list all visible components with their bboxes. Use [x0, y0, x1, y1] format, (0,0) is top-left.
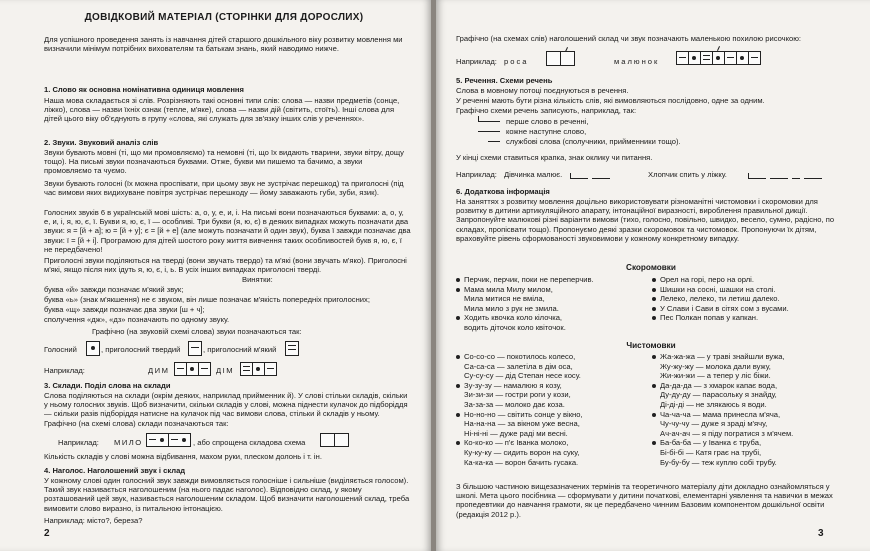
list-item-text: Лелеко, лелеко, ти летиш далеко.: [660, 294, 780, 304]
hard-consonant-symbol: [188, 341, 202, 356]
list-item-text: Пес Полкан попав у капкан.: [660, 313, 759, 323]
list-item: [456, 294, 594, 304]
simplified-syllable-box: [320, 433, 335, 447]
list-item-text: Жа-жа-жа — у траві знайшли вужа,: [660, 352, 785, 361]
page-title: ДОВІДКОВИЙ МАТЕРІАЛ (СТОРІНКИ ДЛЯ ДОРОСЛИХ): [84, 12, 364, 23]
hard-consonant-label: , приголосний твердий: [101, 345, 181, 354]
list-item-text: Бі-бі-бі — Катя грає на трубі,: [660, 447, 762, 457]
bullet-icon: [652, 413, 656, 417]
list-item: [456, 362, 583, 372]
sentence-example-label: Наприклад:: [456, 170, 497, 179]
list-item-text: За-за-за — молоко дає коза.: [464, 399, 565, 409]
list-item: [456, 400, 583, 410]
first-word-scheme-tick: [478, 116, 479, 121]
bullet-icon: [652, 278, 656, 282]
tongue-twisters-right-list: [652, 275, 789, 323]
list-item-text: Ча-ча-ча — мама принесла м'яча,: [660, 409, 781, 419]
list-item: [652, 275, 789, 285]
bullet-icon: [652, 297, 656, 301]
example-word-dim: ДІМ: [216, 366, 235, 375]
list-item: [456, 448, 583, 458]
exception-1: буква «й» завжди позначає м'який звук;: [44, 285, 184, 294]
list-item-text: Зи-зи-зи — гостри роги у кози,: [464, 390, 571, 400]
list-item: [456, 304, 594, 314]
list-item: [456, 381, 583, 391]
exception-4: сполучення «дж», «дз» позначають по одному звуку.: [44, 315, 230, 324]
bullet-icon: [652, 355, 656, 359]
section-5-line-3: Графічно схеми речень записують, наприклад, так:: [456, 106, 637, 115]
section-1-text: Наша мова складається зі слів. Розрізняють такі основні типи слів: слова — назви предметів (сонце, ліжко), слова — назви їхніх ознак (тепле, м'яке), слова — назви дій (світить, стоїть). Інші слова для дітей цього віку об'єднують в групу «слова, які служать для зв'язку інших слів у реченнях».: [44, 96, 400, 124]
list-item: [652, 371, 793, 381]
list-item-text: Перчик, перчик, поки не переперчив.: [464, 275, 594, 284]
list-item: [456, 458, 583, 468]
list-item-text: Ко-ко-ко — п'є Іванка молоко,: [464, 438, 569, 448]
scheme-line-3: службові слова (сполучники, прийменники тощо).: [506, 137, 681, 146]
list-item: [652, 458, 793, 468]
list-item: [652, 304, 789, 314]
list-item-text: водить діточок коло квіточок.: [464, 322, 566, 332]
list-item-text: Ходить квочка коло кілочка,: [464, 313, 563, 323]
list-item-text: Ку-ку-ку — сидить ворон на суку,: [464, 447, 580, 457]
list-item: [652, 362, 793, 372]
list-item-text: Да-да-да — з хмарок капає вода,: [660, 380, 778, 390]
bullet-icon: [652, 441, 656, 445]
list-item: [456, 410, 583, 420]
list-item-text: Са-са-са — залетіла в дім оса,: [464, 361, 573, 371]
section-3-example-word: МИЛО: [114, 438, 143, 447]
list-item: [652, 381, 793, 391]
list-item: [652, 419, 793, 429]
stress-notation-line: Графічно (на схемах слів) наголошений склад чи звук позначають маленькою похилою рисочкою:: [456, 34, 802, 43]
exception-3: буква «щ» завжди позначає два звуки [ш + ч];: [44, 305, 205, 314]
list-item: [456, 352, 583, 362]
sentence-scheme-word: [748, 178, 766, 179]
list-item: [456, 390, 583, 400]
sentence-scheme-word: [770, 178, 788, 179]
list-item-text: Ду-ду-ду — парасольку я знайду,: [660, 390, 777, 400]
list-item: [652, 429, 793, 439]
bullet-icon: [456, 278, 460, 282]
list-item: [456, 323, 594, 333]
example-label: Наприклад:: [44, 366, 85, 375]
exceptions-label: Винятки:: [242, 275, 273, 284]
section-6-heading: 6. Додаткова інформація: [456, 187, 550, 196]
pure-phrases-right-list: [652, 352, 793, 467]
section-3-text: Слова поділяються на склади (окрім деяких, наприклад прийменник й). У слові стільки складів, скільки у ньому голосних звуків. Щоб визначити, скільки складів у слові, можна піднести кулачок до підборіддя — скільки разів підборіддя натисне на кулачок під час вимови слова, стільки й складів у ньому. Графічно (на схемі слова) склади позначаються так:: [44, 391, 408, 428]
stress-example-maliunok: малюнок: [614, 57, 660, 66]
left-page: [0, 0, 431, 551]
stress-example-roca: роса: [504, 57, 529, 66]
stress-example-label: Наприклад:: [456, 57, 497, 66]
section-4-example: Наприклад: місто?, береза?: [44, 516, 143, 525]
soft-consonant-label: , приголосний м'який: [203, 345, 277, 354]
list-item-text: Орел на горі, перо на орлі.: [660, 275, 754, 284]
vowel-symbol: [86, 341, 100, 356]
list-item: [652, 294, 789, 304]
list-item: [456, 285, 594, 295]
section-3-heading: 3. Склади. Поділ слова на склади: [44, 381, 171, 390]
sentence-example-2: Хлопчик спить у ліжку.: [648, 170, 727, 179]
list-item-text: Су-су-су — дід Степан несе косу.: [464, 371, 581, 381]
section-5-heading: 5. Речення. Схеми речень: [456, 76, 553, 85]
list-item-text: На-на-на — за вікном уже весна,: [464, 419, 580, 429]
list-item-text: Шишки на сосні, шашки на столі.: [660, 284, 776, 294]
tongue-twisters-left-list: [456, 275, 594, 333]
sentence-scheme-word: [570, 178, 588, 179]
sentence-scheme-word: [804, 178, 822, 179]
section-5-line-2: У реченні мають бути різна кількість слів, які вимовляються послідовно, одне за одним.: [456, 96, 765, 105]
section-2-paragraph-1: Звуки бувають мовні (ті, що ми промовляємо) та немовні (ті, що їх видають тварини, звуки вітру, дощу тощо). На письмі звуки позначаються буквами. Отже, букви ми пишемо та бачимо, а звуки промовляємо та чуємо.: [44, 148, 404, 176]
graph-notation-line: Графічно (на звуковій схемі слова) звуки позначаються так:: [92, 327, 302, 336]
sentence-scheme-word: [592, 178, 610, 179]
scheme-line-1: перше слово в реченні,: [506, 117, 589, 126]
tongue-twisters-heading: Скоромовки: [626, 263, 676, 272]
section-6-text: На заняттях з розвитку мовлення доцільно використовувати різноманітні чистомовки і скоромовки для розвитку в дитини артикуляційного апарату, інтонаційної виразності, вироблення правильної дикції. Запропонуйте малюкові різні варіанти вимови (тихо, голосно, повільно, швидко, весело, сумно, радісно, по складах, пропісвати тощо). Пропонуємо деякі зразки скоромовок та чистомовок. Пропонуючи їх дітям, враховуйте рівень сформованості звуковимови у кожному конкретному випадку.: [456, 197, 835, 243]
bullet-icon: [456, 384, 460, 388]
soft-consonant-symbol: [285, 341, 299, 356]
list-item-text: У Слави і Сави в сітях сом з вусами.: [660, 303, 789, 313]
bullet-icon: [652, 316, 656, 320]
next-word-scheme-mark: [478, 131, 500, 132]
intro-paragraph: Для успішного проведення занять із навчання дітей старшого дошкільного віку розвитку мовлення ми визначили мінімум потрібних вихователям та батькам знань, який наводимо нижче.: [44, 35, 403, 54]
bullet-icon: [652, 307, 656, 311]
pure-phrases-heading: Чистомовки: [626, 341, 676, 350]
page-number-left: 2: [44, 528, 50, 539]
list-item: [456, 419, 583, 429]
bullet-icon: [652, 384, 656, 388]
vowel-label: Голосний: [44, 345, 77, 354]
list-item-text: Со-со-со — покотилось колесо,: [464, 352, 576, 361]
section-2-heading: 2. Звуки. Звуковий аналіз слів: [44, 138, 159, 147]
syllable-box: [146, 433, 169, 447]
list-item-text: Ні-ні-ні — дуже раді ми весні.: [464, 428, 568, 438]
list-item-text: Ді-ді-ді — не злякаюсь я води.: [660, 399, 767, 409]
list-item: [456, 429, 583, 439]
simplified-scheme-label: , або спрощена складова схема: [193, 438, 306, 447]
page-number-right: 3: [818, 528, 824, 539]
sentence-scheme-service: [792, 178, 800, 179]
list-item: [652, 410, 793, 420]
list-item: [652, 448, 793, 458]
list-item: [652, 400, 793, 410]
section-5-line-1: Слова в мовному потоці поєднуються в речення.: [456, 86, 629, 95]
list-item: [456, 275, 594, 285]
right-page: [436, 0, 870, 551]
bullet-icon: [456, 413, 460, 417]
list-item-text: Но-но-но — світить сонце у вікно,: [464, 409, 583, 419]
pure-phrases-left-list: [456, 352, 583, 467]
bullet-icon: [456, 355, 460, 359]
list-item: [652, 390, 793, 400]
section-2-paragraph-2: Звуки бувають голосні (їх можна проспівати, при цьому звук не зустрічає перешкод) та приголосні (під час вимови яких видихуване повітря зустрічає перешкоду — йому заважають губи, зуби, язик).: [44, 179, 404, 198]
example-word-dym: ДИМ: [148, 366, 170, 375]
first-word-scheme-mark: [478, 121, 500, 122]
sentence-example-1: Дівчинка малює.: [504, 170, 563, 179]
list-item-text: Зу-зу-зу — намалюю я козу,: [464, 380, 562, 390]
section-1-heading: 1. Слово як основна номінативна одиниця мовлення: [44, 85, 244, 94]
footer-paragraph: З більшою частиною вищезазначених термінів та теоретичного матеріалу діти докладно ознайомляться у школі. Мета цього посібника — сформувати у дитини початкові, елементарні уявлення та навички в межах пропедевтики до навчання грамоти, як це передбачено чинним Базовим компонентом дошкільної освіти (редакція 2012 р.).: [456, 482, 833, 519]
list-item-text: Жу-жу-жу — молока дали вужу,: [660, 361, 771, 371]
service-word-scheme-mark: [488, 141, 500, 142]
list-item: [652, 438, 793, 448]
section-5-line-4: У кінці схеми ставиться крапка, знак оклику чи питання.: [456, 153, 653, 162]
scheme-box: [198, 362, 211, 376]
list-item-text: Ба-ба-ба — у Іванка є труба,: [660, 438, 762, 448]
stressed-syllable-box: [560, 51, 575, 66]
section-2-paragraph-3: Голосних звуків 6 в українській мові шість: а, о, у, е, и, і. На письмі вони позначаються буквами: а, о, у, е, и, і, я, ю, є, ї. Букви я, ю, є, ї — особливі. Три букви (я, ю, є) в деяких випадках можуть позначати два звуки: я = [й + а]; ю = [й + у]; є = [й + е] (але можуть позначати й один звук), буква ї завжди позначає два звуки: ї = [й + і]. Програмою для дітей шостого року життя вивчення таких особливостей букв я, ю, є, ї не передбачено!: [44, 208, 411, 254]
section-4-heading: 4. Наголос. Наголошений звук і склад: [44, 466, 186, 475]
list-item: [652, 313, 789, 323]
scheme-box: [748, 51, 761, 65]
section-4-text: У кожному слові один голосний звук завжди вимовляється голосніше і сильніше (виділяється голосом). Такий звук називається наголошеним (на нього падає наголос). Відповідно склад, у якому розташований цей звук, називається наголошеним складом. Щоб визначити наголошений склад, треба вимовити слово виразно, із питальною інтонацією.: [44, 476, 410, 513]
list-item: [456, 313, 594, 323]
bullet-icon: [456, 316, 460, 320]
exception-2: буква «ь» (знак м'якшення) не є звуком, він лише позначає м'якість попередніх приголосних;: [44, 295, 370, 304]
section-2-paragraph-4: Приголосні звуки поділяються на тверді (вони звучать твердо) та м'які (вони звучать м'яко). Приголосні м'які, якщо після них ідуть я, ю, є, і, ь. В усіх інших випадках приголосні тверді.: [44, 256, 407, 275]
syllable-box: [168, 433, 191, 447]
list-item-text: Жи-жи-жи — а тепер у ліс біжи.: [660, 371, 771, 381]
list-item-text: Бу-бу-бу — теж куплю собі трубу.: [660, 457, 777, 467]
syllable-box: [546, 51, 561, 66]
list-item-text: Мама мила Милу милом,: [464, 284, 553, 294]
list-item-text: Чу-чу-чу — дуже я зраді м'ячу,: [660, 419, 768, 429]
bullet-icon: [456, 441, 460, 445]
section-3-example-label: Наприклад:: [58, 438, 99, 447]
list-item-text: Мила митися не вміла,: [464, 294, 545, 304]
list-item-text: Мила мило з рук не змила.: [464, 303, 559, 313]
list-item: [652, 285, 789, 295]
section-3-tail: Кількість складів у слові можна відбивання, махом руки, плеском долонь і т. ін.: [44, 452, 322, 461]
bullet-icon: [456, 288, 460, 292]
list-item: [456, 371, 583, 381]
scheme-box: [264, 362, 277, 376]
list-item-text: Ач-ач-ач — я піду погратися з м'ячем.: [660, 428, 794, 438]
scheme-line-2: кожне наступне слово,: [506, 127, 587, 136]
bullet-icon: [652, 288, 656, 292]
list-item: [652, 352, 793, 362]
simplified-syllable-box: [334, 433, 349, 447]
list-item: [456, 438, 583, 448]
list-item-text: Ка-ка-ка — ворон бачить гусака.: [464, 457, 579, 467]
